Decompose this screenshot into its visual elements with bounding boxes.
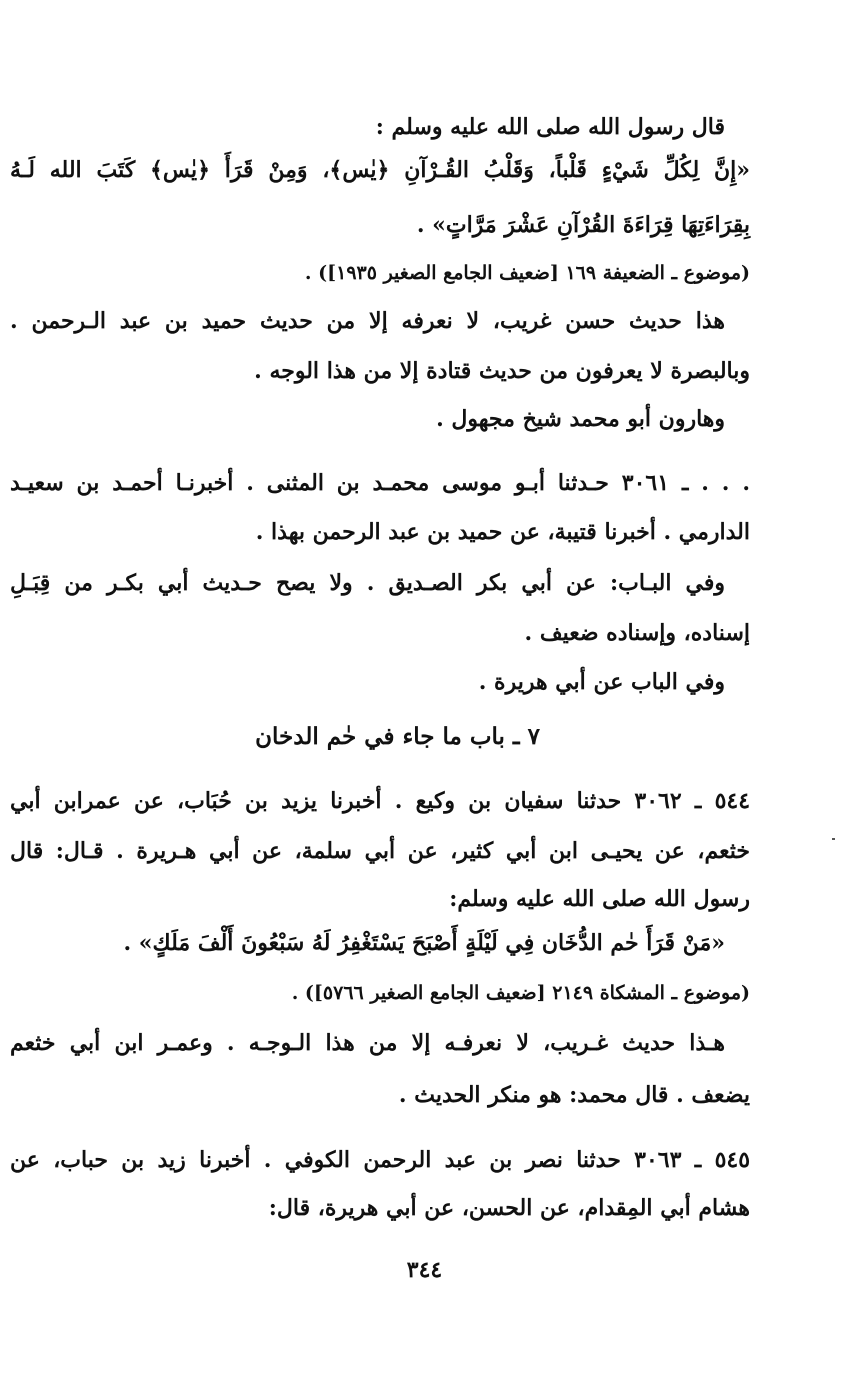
- hadith-3062-line-1: ٥٤٤ ـ ٣٠٦٢ حدثنا سفيان بن وكيع . أخبرنا يزيد بن حُبَاب، عن عمرابن أبي: [10, 788, 751, 814]
- page-number: ٣٤٤: [406, 1257, 443, 1283]
- hadith-3060-text-line-2: بِقِرَاءَتِهَا قِرَاءَةَ القُرْآنِ عَشْرَ مَرَّاتٍ» .: [416, 212, 750, 238]
- hadith-3060-comment-line-3: وهارون أبو محمد شيخ مجهول .: [436, 406, 725, 432]
- hadith-3060-grading: (موضوع ـ الضعيفة ١٦٩ [ضعيف الجامع الصغير ١٩٣٥]) .: [304, 262, 750, 284]
- hadith-3062-text: «مَنْ قَرَأَ حٰم الدُّخَان فِي لَيْلَةٍ أَصْبَحَ يَسْتَغْفِرُ لَهُ سَبْعُونَ أَلْفَ مَلَكٍ» .: [123, 930, 725, 956]
- hadith-3061-line-2: الدارمي . أخبرنا قتيبة، عن حميد بن عبد الرحمن بهذا .: [255, 519, 750, 545]
- chapter-heading: ٧ ـ باب ما جاء في حٰم الدخان: [255, 723, 540, 750]
- hadith-3062-comment-line-2: يضعف . قال محمد: هو منكر الحديث .: [398, 1082, 750, 1108]
- hadith-3060-comment-line-1: هذا حديث حسن غريب، لا نعرفه إلا من حديث حميد بن عبد الـرحمن .: [10, 308, 725, 334]
- hadith-3060-text-line-1: «إِنَّ لِكُلِّ شَيْءٍ قَلْباً، وَقَلْبُ القُـرْآنِ ﴿يٰس﴾، وَمِنْ قَرَأَ ﴿يٰس﴾ كَتَبَ الله لَـهُ: [10, 157, 750, 183]
- hadith-3061-chapter-line-3: وفي الباب عن أبي هريرة .: [478, 669, 725, 695]
- hadith-3060-intro: قال رسول الله صلى الله عليه وسلم :: [375, 114, 725, 140]
- hadith-3062-line-2: خثعم، عن يحيـى ابن أبي كثير، عن أبي سلمة، عن أبي هـريرة . قـال: قال: [10, 838, 750, 864]
- hadith-3061-line-1: . . . ـ ٣٠٦١ حـدثنا أبـو موسى محمـد بن المثنى . أخبرنـا أحمـد بن سعيـد: [10, 470, 750, 496]
- scan-speck: [832, 838, 835, 840]
- hadith-3063-line-2: هشام أبي المِقدام، عن الحسن، عن أبي هريرة، قال:: [268, 1195, 750, 1221]
- hadith-3061-chapter-line-2: إسناده، وإسناده ضعيف .: [524, 620, 750, 646]
- hadith-3061-chapter-line-1: وفي البـاب: عن أبي بكر الصـديق . ولا يصح حـديث أبي بكـر من قِبَـلِ: [10, 570, 725, 596]
- hadith-3062-grading: (موضوع ـ المشكاة ٢١٤٩ [ضعيف الجامع الصغير ٥٧٦٦]) .: [291, 982, 750, 1004]
- hadith-3060-comment-line-2: وبالبصرة لا يعرفون من حديث قتادة إلا من هذا الوجه .: [254, 358, 750, 384]
- hadith-3062-line-3: رسول الله صلى الله عليه وسلم:: [449, 886, 750, 912]
- hadith-3063-line-1: ٥٤٥ ـ ٣٠٦٣ حدثنا نصر بن عبد الرحمن الكوفي . أخبرنا زيد بن حباب، عن: [10, 1147, 751, 1173]
- hadith-3062-comment-line-1: هـذا حديث غـريب، لا نعرفـه إلا من هذا الـوجـه . وعمـر ابن أبي خثعم: [10, 1030, 725, 1056]
